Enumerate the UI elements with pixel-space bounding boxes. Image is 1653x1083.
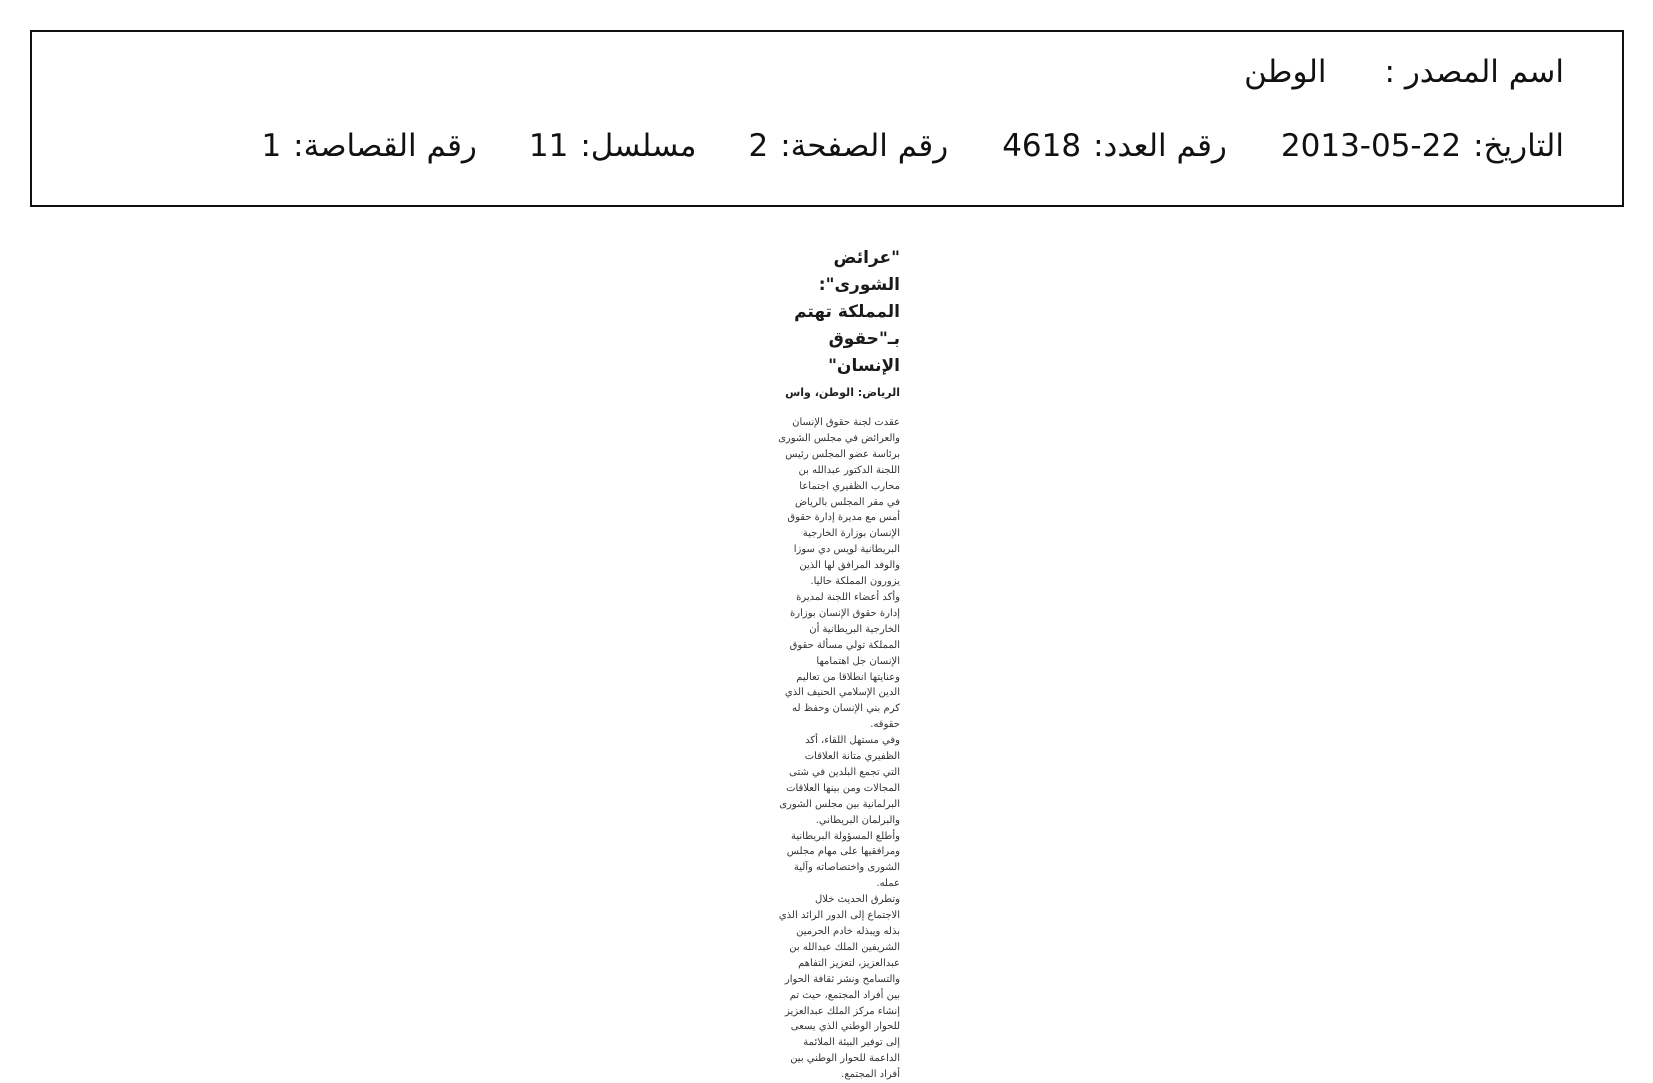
article-line: وتطرق الحديث خلال (815, 894, 900, 906)
article-line: وأكد أعضاء اللجنة لمديرة (796, 591, 900, 603)
clipping-number-value: 1 (261, 128, 282, 164)
article-line: الإنسان جل اهتمامها (816, 655, 900, 667)
headline-line: "عرائض الشورى": (818, 248, 900, 295)
article-line: الشريفين الملك عبدالله بن (789, 941, 900, 953)
article-body (760, 415, 900, 1083)
article-line: عمله. (876, 878, 900, 890)
clipping-number-field (261, 128, 476, 164)
page-value: 2 (748, 128, 769, 164)
article-line: عبدالعزيز، لتعزيز التفاهم (798, 957, 900, 969)
article-line: كرم بني الإنسان وحفظ له (792, 703, 900, 715)
article-line: الظفيري متانة العلاقات (804, 751, 900, 763)
headline-line: بـ"حقوق الإنسان" (828, 329, 900, 376)
article-line: برئاسة عضو المجلس رئيس (785, 448, 900, 460)
clipping-metadata-box (30, 30, 1624, 207)
article-line: والبرلمان البريطاني. (815, 814, 900, 826)
article-line: البريطانية لويس دي سوزا (793, 544, 900, 556)
article-line: بذله ويبذله خادم الحرمين (796, 926, 900, 937)
article-line: أمس مع مديرة إدارة حقوق (787, 512, 900, 524)
issue-field (1002, 128, 1227, 164)
source-label: اسم المصدر : (1384, 54, 1564, 90)
article-line: الدين الإسلامي الحنيف الذي (784, 687, 900, 699)
article-line: اللجنة الدكتور عبدالله بن (798, 464, 900, 476)
source-row (72, 54, 1564, 90)
headline-line: المملكة تهتم (794, 302, 900, 322)
article-line: بين أفراد المجتمع، حيث تم (789, 989, 900, 1001)
issue-label: رقم العدد: (1093, 128, 1227, 164)
article-line: الشورى واختصاصاته وآلية (793, 862, 900, 874)
article-line: إدارة حقوق الإنسان بوزارة (790, 607, 900, 619)
article-line: الاجتماع إلى الدور الرائد الذي (778, 910, 900, 922)
article-line: التي تجمع البلدين في شتى (789, 766, 900, 778)
article-line: وأطلع المسؤولة البريطانية (790, 830, 900, 842)
article-line: عقدت لجنة حقوق الإنسان (792, 417, 900, 428)
article-line: في مقر المجلس بالرياض (794, 496, 900, 508)
article-line: الإنسان بوزارة الخارجية (802, 528, 900, 540)
article-line: والوفد المرافق لها الذين (799, 560, 900, 572)
details-row (72, 128, 1564, 164)
date-value: 2013-05-22 (1280, 128, 1462, 164)
serial-value: 11 (528, 128, 569, 164)
article-line: إلى توفير البيئة الملائمة (803, 1037, 900, 1049)
article-line: المملكة تولي مسألة حقوق (789, 639, 900, 651)
article-line: الداعمة للحوار الوطني بين (790, 1053, 900, 1065)
clipping-number-label: رقم القصاصة: (293, 128, 477, 164)
article-line: ومرافقيها على مهام مجلس (786, 846, 900, 858)
article-line: محارب الظفيري اجتماعا (799, 480, 900, 492)
article-line: والعرائض في مجلس الشورى (778, 432, 900, 444)
article-line: للحوار الوطني الذي يسعى (790, 1021, 900, 1033)
article-line: أفراد المجتمع. (841, 1069, 900, 1081)
serial-label: مسلسل: (580, 128, 697, 164)
newspaper-clipping (760, 245, 900, 1083)
article-line: إنشاء مركز الملك عبدالعزيز (785, 1005, 900, 1017)
article-line: المجالات ومن بينها العلاقات (786, 782, 900, 794)
date-field (1281, 128, 1564, 164)
article-line: الخارجية البريطانية أن (809, 623, 900, 635)
issue-value: 4618 (1002, 128, 1082, 164)
date-label: التاريخ: (1473, 128, 1564, 164)
article-line: وعنايتها انطلاقا من تعاليم (796, 671, 900, 683)
article-line: البرلمانية بين مجلس الشورى (779, 798, 900, 810)
page-field (748, 128, 948, 164)
article-headline (760, 245, 900, 380)
serial-field (529, 128, 697, 164)
article-line: حقوقه. (870, 719, 900, 731)
article-line: وفي مستهل اللقاء، أكد (805, 735, 900, 747)
source-value: الوطن (1244, 54, 1327, 90)
article-line: والتسامح ونشر ثقافة الحوار (784, 973, 900, 985)
article-line: يزورون المملكة حاليا. (810, 576, 900, 588)
article-byline: الرياض: الوطن، واس (785, 386, 900, 399)
page-label: رقم الصفحة: (780, 128, 949, 164)
